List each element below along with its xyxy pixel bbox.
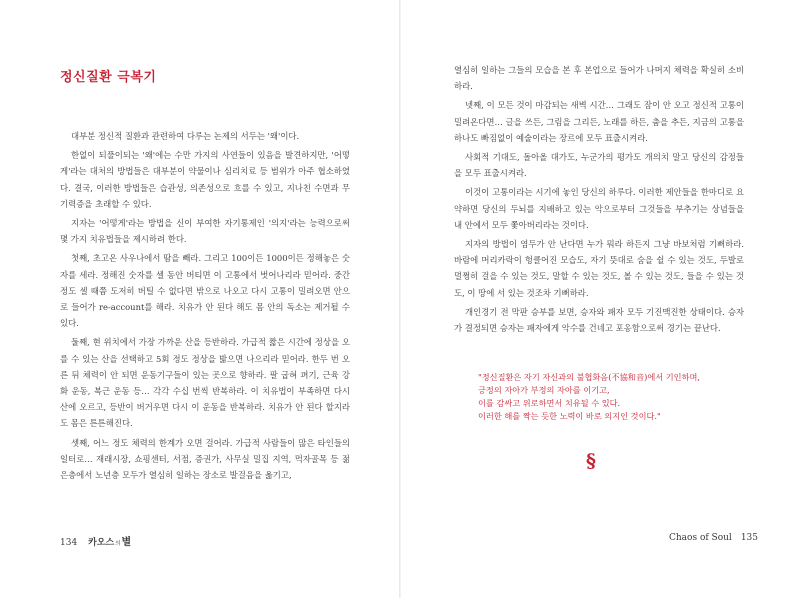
running-head: Chaos of Soul xyxy=(669,533,732,543)
chapter-title: 정신질환 극복기 xyxy=(60,70,157,85)
quote-line: "정신질환은 자기 자신과의 불협화음(不協和音)에서 기인하며, xyxy=(478,372,701,382)
left-page-body xyxy=(60,128,350,486)
book-title-b: 의 xyxy=(115,541,121,547)
quote-line: 이를 감싸고 위로하면서 치유될 수 있다. xyxy=(478,398,621,408)
paragraph: 지자의 방법이 염두가 안 난다면 누가 뭐라 하든지 그냥 바보처럼 기뻐하라. 바람에 머리카락이 헝클어진 모습도, 자기 뜻대로 숨을 쉴 수 있는 것도, 두발로 멀쩡히 걸을 수 있는 것도, 말할 수 있는 것도, 볼 수 있는 것도, 들을 수 있는 것도, 이 땅에 서 있는 것조차 기뻐하라. xyxy=(454,239,744,298)
left-page-footer xyxy=(60,533,131,548)
left-page xyxy=(0,0,399,598)
paragraph: 넷째, 이 모든 것이 마감되는 새벽 시간… 그래도 잠이 안 오고 정신적 고통이 밀려온다면… 글을 쓰든, 그림을 그리든, 노래를 하든, 춤을 추든, 지금의 고통을 하나도 빠짐없이 예술이라는 장르에 모두 표출시켜라. xyxy=(454,100,744,143)
paragraph: 한없이 되풀이되는 '왜'에는 수만 가지의 사연들이 있음을 발견하지만, '어떻게'라는 대처의 방법들은 대부분이 약물이나 심리치료 등 범위가 아주 협소하였다. 결국, 이러한 방법들은 습관성, 의존성으로 흐를 수 있고, 지나친 수면과 무기력증을 초래할 수 있다. xyxy=(60,150,350,209)
book-title-a: 카오스 xyxy=(88,538,115,548)
paragraph: 열심히 일하는 그들의 모습을 본 후 본업으로 들어가 나머지 체력을 확실히 소비하라. xyxy=(454,65,744,92)
quote-line: 이러한 해를 짝는 듯한 노력이 바로 의지인 것이다." xyxy=(478,411,661,421)
quote-line: 긍정의 자아가 부정의 자아를 이기고, xyxy=(478,385,610,395)
paragraph: 개인경기 전 막판 승부를 보면, 승자와 패자 모두 기진맥진한 상태이다. 승자가 결정되면 승자는 패자에게 악수를 건네고 포옹함으로써 경기는 끝난다. xyxy=(454,306,744,334)
right-page-footer xyxy=(669,533,758,543)
right-page-body xyxy=(454,62,744,339)
page-number-right: 135 xyxy=(740,533,759,543)
paragraph: 둘째, 현 위치에서 가장 가까운 산을 등반하라. 가급적 짧은 시간에 정상을 오를 수 있는 산을 선택하고 5회 정도 정상을 밟으면 나으리라 믿어라. 한두 번 오른 뒤 체력이 안 되면 운동기구들이 있는 곳으로 향하라. 팔 굽혀 펴기, 근육 강화 운동, 복근 운동 등… 각각 수십 번씩 반복하라. 이 치유법이 부족하면 다시 산에 오르고, 등반이 버거우면 다시 이 운동을 반복하라. 치유가 안 된다 할지라도 몸은 튼튼해진다. xyxy=(60,337,350,429)
paragraph: 이것이 고통이라는 시기에 놓인 당신의 하루다. 이러한 제안들을 한마디로 요약하면 당신의 두뇌를 지배하고 있는 악으로부터 그것들을 부추기는 상념들을 내 안에서 모두 쫓아버리라는 것이다. xyxy=(454,187,744,230)
paragraph: 지자는 '어떻게'라는 방법을 신이 부여한 자기통제인 '의지'라는 능력으로써 몇 가지 치유법들을 제시하려 한다. xyxy=(60,218,350,245)
section-mark: § xyxy=(586,450,596,472)
paragraph: 대부분 정신적 질환과 관련하여 다루는 논제의 서두는 '왜'이다. xyxy=(71,131,300,141)
page-number-left: 134 xyxy=(60,538,78,548)
book-title-c: 별 xyxy=(121,537,132,548)
right-page xyxy=(401,0,800,598)
highlight-quote xyxy=(478,371,728,423)
paragraph: 셋째, 어느 정도 체력의 한계가 오면 걸어라. 가급적 사람들이 많은 타인들의 일터로… 재래시장, 쇼핑센터, 서점, 증권가, 사무실 밀집 지역, 먹자골목 등 젊은층에서 노년층 모두가 열심히 일하는 장소로 발걸음을 옮기고, xyxy=(60,437,350,481)
paragraph: 첫째, 초고온 사우나에서 땀을 빼라. 그리고 100이든 1000이든 정해놓은 숫자를 세라. 정해진 숫자를 셀 동안 버티면 이 고통에서 벗어나리라 믿어라. 중간 정도 셀 때쯤 도저히 버틸 수 없다면 밖으로 나오고 다시 고통이 밀려오면 안으로 들어가 re-account를 해라. 치유가 안 된다 해도 몸 안의 독소는 제거될 수 있다. xyxy=(60,253,350,329)
paragraph: 사회적 기대도, 돌아올 대가도, 누군가의 평가도 개의치 말고 당신의 감정들을 모두 표출시켜라. xyxy=(454,152,744,179)
